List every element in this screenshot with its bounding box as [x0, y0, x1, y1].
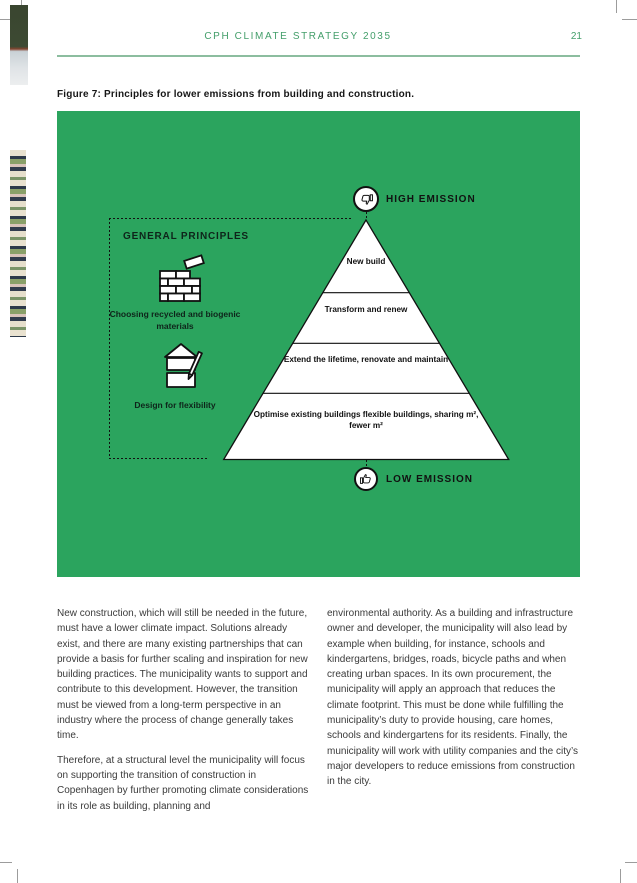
principles-box-bottom-edge — [109, 458, 209, 459]
pyramid-level-1-label: New build — [346, 257, 386, 266]
figure-caption: Figure 7: Principles for lower emissions from building and construction. — [57, 89, 415, 100]
paragraph: New construction, which will still be needed in the future, must have a lower climate impact. Solutions already exist, and there are many existing partnerships that can provide a basis for further scaling and inspiration for new building practices. The municipality wants to support and contribute to this development. However, the transition must be viewed from a long-term perspective in an industry where the process of change generally takes time. — [57, 608, 308, 742]
paragraph: Therefore, at a structural level the municipality will focus on supporting the transition of construction in Copenhagen by further promoting climate considerations in its role as building, planning and — [57, 754, 309, 812]
thumbs-up-icon — [359, 472, 373, 486]
crop-mark-bottom-left-h — [0, 862, 12, 863]
paragraph: environmental authority. As a building and infrastructure owner and developer, the municipality will also lead by example when building, for instance, schools and kindergartens, bridges, roads, bicycle paths and when creating urban spaces. In its own procurement, the municipality will apply an approach that reduces the climate footprint. This must be done while fulfilling the municipality’s duty to provide housing, care homes, schools and kindergartens for its residents. Finally, the municipality will work with utility companies and the city’s major developers to reduce emissions from construction in the city. — [327, 608, 579, 788]
house-pencil-icon — [161, 339, 205, 395]
low-emission-marker — [354, 467, 378, 491]
photo-bleed-sliver-top — [10, 5, 28, 85]
body-left-column — [57, 606, 311, 814]
high-emission-marker — [353, 186, 379, 212]
photo-bleed-sliver-middle — [10, 150, 26, 337]
crop-mark-top-right-v — [616, 0, 617, 13]
low-emission-label: LOW EMISSION — [386, 474, 473, 485]
principles-box-top-edge — [109, 218, 351, 219]
figure-7-diagram — [57, 111, 580, 577]
principle-1-label: Choosing recycled and biogenic materials — [109, 309, 241, 331]
apex-connector-line — [366, 212, 367, 221]
pyramid-level-2-label: Transform and renew — [324, 305, 408, 314]
principles-box-left-edge — [109, 218, 110, 459]
principle-2-label: Design for flexibility — [134, 400, 216, 410]
crop-mark-bottom-left-v — [17, 869, 18, 883]
pyramid-level-4-label: Optimise existing buildings flexible buildings, sharing m², fewer m² — [253, 410, 479, 430]
crop-mark-top-right-h — [622, 19, 637, 20]
thumbs-down-icon — [359, 192, 374, 207]
crop-mark-bottom-right-h — [625, 862, 637, 863]
pyramid-level-3-label: Extend the lifetime, renovate and maintain — [283, 355, 449, 364]
bricks-icon — [155, 254, 211, 304]
header-rule — [57, 55, 580, 57]
page-number: 21 — [570, 31, 582, 42]
high-emission-label: HIGH EMISSION — [386, 194, 476, 205]
emissions-pyramid — [57, 111, 580, 577]
running-header-title: CPH CLIMATE STRATEGY 2035 — [204, 31, 392, 42]
crop-mark-bottom-right-v — [620, 869, 621, 883]
general-principles-title: GENERAL PRINCIPLES — [123, 231, 249, 242]
body-right-column — [327, 606, 581, 790]
